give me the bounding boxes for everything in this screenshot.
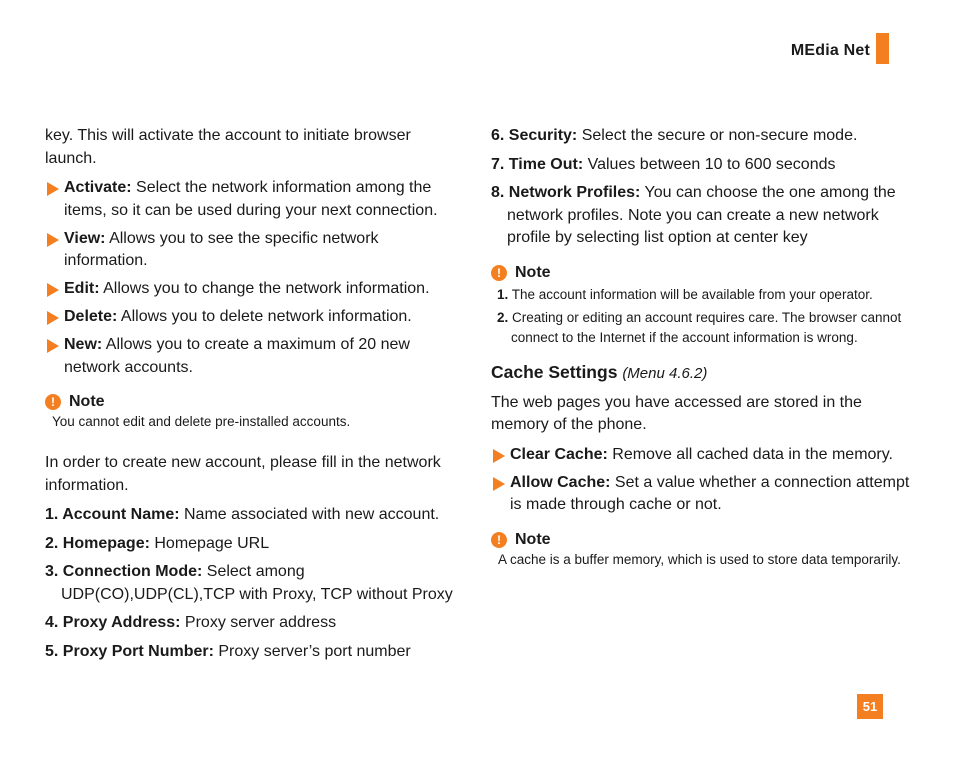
item-label: 8. Network Profiles:: [491, 184, 641, 201]
item-label: 1. Account Name:: [45, 506, 180, 523]
item-text: Proxy server’s port number: [213, 642, 411, 660]
note-title: Note: [515, 530, 551, 548]
intro-paragraph: key. This will activate the account to initiate browser launch.: [45, 127, 411, 167]
bullet-label: Clear Cache:: [510, 445, 608, 463]
left-column: [45, 125, 457, 669]
item-label: 4. Proxy Address:: [45, 614, 181, 631]
header-title: MEdia Net: [790, 42, 870, 59]
bullet-delete: [45, 306, 457, 329]
bullet-label: Allow Cache:: [510, 473, 611, 491]
exclamation-icon: !: [491, 532, 507, 548]
item-text: Proxy server address: [180, 614, 337, 631]
item-text: Homepage URL: [149, 534, 270, 552]
note-heading: [491, 530, 911, 550]
bullet-text: Remove all cached data in the memory.: [607, 445, 893, 463]
note-item-number: 1.: [497, 286, 509, 302]
triangle-bullet-icon: [47, 283, 59, 297]
note-item-number: 2.: [497, 309, 509, 325]
note-text: You cannot edit and delete pre-installed accounts.: [52, 414, 351, 429]
item-homepage: [45, 533, 457, 556]
note-item-text: Creating or editing an account requires care. The browser cannot connect to the Internet if the account information is wrong.: [508, 309, 902, 345]
item-text: Values between 10 to 600 seconds: [583, 155, 836, 173]
section-heading: [491, 360, 911, 386]
item-account-name: [45, 504, 457, 527]
bullet-text: Set a value whether a connection attempt is made through cache or not.: [510, 473, 910, 513]
note-item: [491, 285, 911, 305]
bullet-text: Allows you to delete network information.: [117, 308, 412, 325]
exclamation-icon: !: [491, 265, 507, 281]
item-label: 5. Proxy Port Number:: [45, 642, 214, 660]
bullet-text: Allows you to create a maximum of 20 new network accounts.: [64, 336, 410, 376]
note-title: Note: [69, 393, 105, 410]
note-item: [491, 308, 911, 348]
section-menu-path: (Menu 4.6.2): [622, 364, 708, 382]
item-label: 7. Time Out:: [491, 155, 584, 173]
triangle-bullet-icon: [47, 311, 59, 325]
note-heading: [45, 392, 457, 412]
bullet-edit: [45, 278, 457, 301]
item-proxy-port: [45, 641, 457, 664]
bullet-activate: [45, 177, 457, 222]
triangle-bullet-icon: [493, 449, 505, 463]
triangle-bullet-icon: [47, 233, 59, 247]
note-item-text: The account information will be available from your operator.: [508, 286, 873, 302]
triangle-bullet-icon: [47, 182, 59, 196]
bullet-clear-cache: [491, 444, 911, 467]
item-label: 3. Connection Mode:: [45, 563, 203, 580]
bullet-view: [45, 228, 457, 273]
bullet-label: Activate:: [64, 179, 132, 196]
bullet-text: Select the network information among the items, so it can be used during your next connection.: [64, 179, 438, 219]
bullet-new: [45, 334, 457, 379]
header-accent-bar: [876, 33, 889, 64]
item-text: Name associated with new account.: [179, 506, 440, 523]
bullet-label: Delete:: [64, 308, 118, 325]
item-proxy-address: [45, 612, 457, 635]
item-connection-mode: [45, 561, 457, 606]
bullet-label: Edit:: [64, 280, 100, 297]
note-title: Note: [515, 263, 551, 281]
bullet-text: Allows you to change the network information.: [99, 280, 430, 297]
item-text: You can choose the one among the network profiles. Note you can create a new network profile by selecting list option at center key: [507, 184, 896, 246]
item-text: Select the secure or non-secure mode.: [577, 127, 858, 144]
bullet-label: View:: [64, 229, 106, 247]
triangle-bullet-icon: [493, 477, 505, 491]
page-number: 51: [857, 694, 883, 719]
item-label: 2. Homepage:: [45, 534, 150, 552]
triangle-bullet-icon: [47, 339, 59, 353]
item-time-out: [491, 154, 911, 177]
item-network-profiles: [491, 182, 911, 250]
bullet-text: Allows you to see the specific network information.: [64, 229, 379, 269]
bullet-allow-cache: [491, 472, 911, 517]
note-text: A cache is a buffer memory, which is used to store data temporarily.: [498, 551, 901, 567]
create-account-paragraph: In order to create new account, please fill in the network information.: [45, 454, 441, 494]
exclamation-icon: !: [45, 394, 61, 410]
item-label: 6. Security:: [491, 127, 578, 144]
item-text: Select among UDP(CO),UDP(CL),TCP with Proxy, TCP without Proxy: [61, 563, 453, 603]
right-column: [491, 125, 911, 570]
bullet-label: New:: [64, 336, 103, 353]
item-security: [491, 125, 911, 148]
note-heading: [491, 263, 911, 283]
section-title: Cache Settings: [491, 361, 618, 382]
cache-paragraph: The web pages you have accessed are stored in the memory of the phone.: [491, 393, 862, 433]
